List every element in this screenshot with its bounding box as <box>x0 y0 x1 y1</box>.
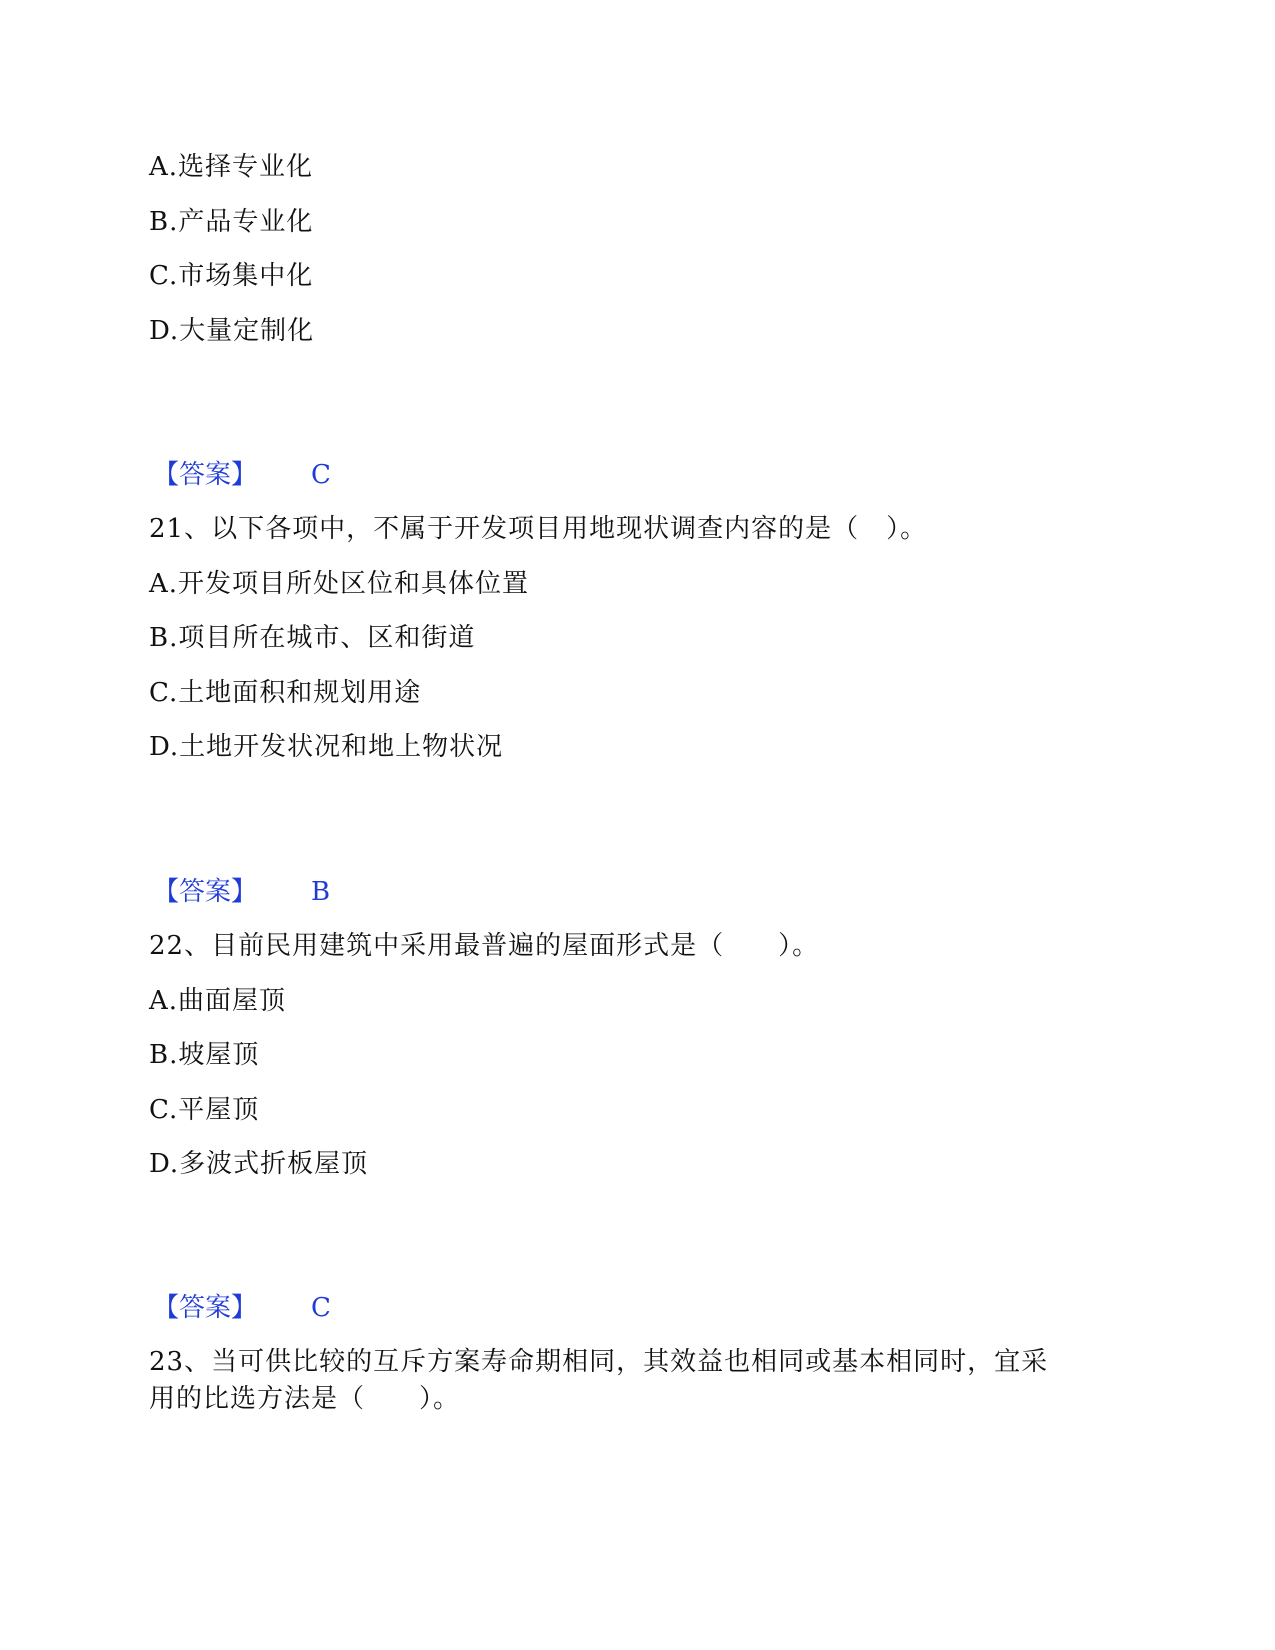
option-c: C.市场集中化 <box>149 261 314 291</box>
answer-label: 【答案】 <box>153 877 258 907</box>
option-b: B.项目所在城市、区和街道 <box>149 623 476 653</box>
option-d: D.大量定制化 <box>149 316 315 346</box>
option-a: A.选择专业化 <box>149 152 314 182</box>
answer-value: C <box>311 460 331 490</box>
answer-line <box>153 1290 331 1326</box>
option-b: B.坡屋顶 <box>149 1040 260 1070</box>
answer-line <box>153 874 330 910</box>
answer-value: B <box>311 877 331 907</box>
answer-label: 【答案】 <box>153 460 258 490</box>
option-a: A.开发项目所处区位和具体位置 <box>149 569 530 599</box>
question-23-line-2: 用的比选方法是（ ）。 <box>149 1384 461 1414</box>
option-c: C.土地面积和规划用途 <box>149 678 422 708</box>
question-22: 22、目前民用建筑中采用最普遍的屋面形式是（ ）。 <box>149 931 820 961</box>
option-b: B.产品专业化 <box>149 207 314 237</box>
answer-value: C <box>311 1293 331 1323</box>
answer-line <box>153 457 331 493</box>
question-23-line-1: 23、当可供比较的互斥方案寿命期相同，其效益也相同或基本相同时，宜采 <box>149 1347 1049 1377</box>
option-d: D.土地开发状况和地上物状况 <box>149 732 504 762</box>
option-a: A.曲面屋顶 <box>149 986 287 1016</box>
option-d: D.多波式折板屋顶 <box>149 1149 369 1179</box>
question-21: 21、以下各项中，不属于开发项目用地现状调查内容的是（ ）。 <box>149 514 928 544</box>
option-c: C.平屋顶 <box>149 1095 260 1125</box>
answer-label: 【答案】 <box>153 1293 258 1323</box>
